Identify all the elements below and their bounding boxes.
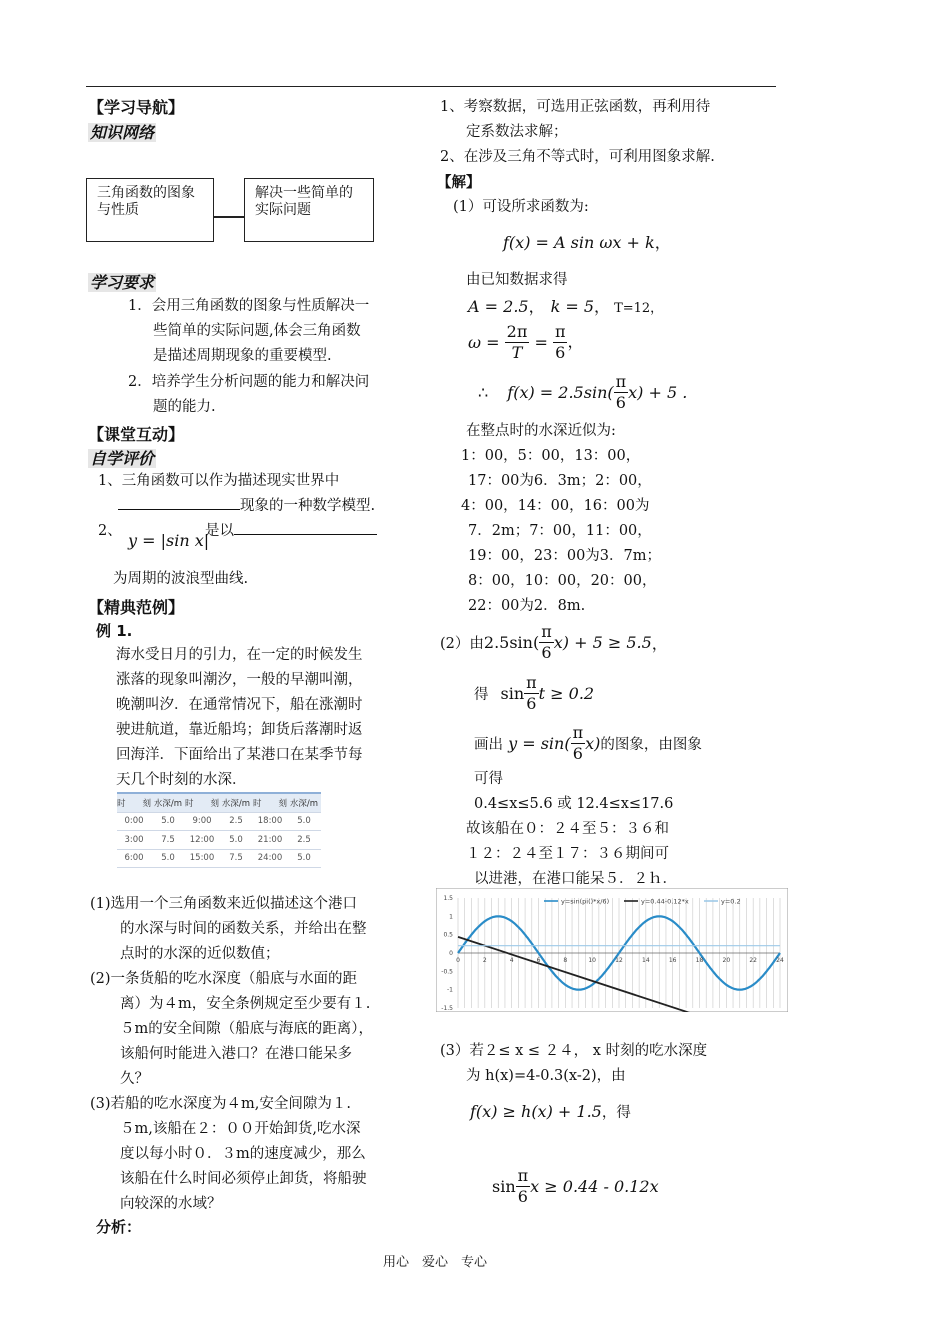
table-cell: 0:00 (117, 812, 151, 831)
x-tick-label: 2 (482, 957, 487, 964)
solution-label: 【解】 (437, 174, 481, 191)
requirements-heading: 学习要求 (90, 273, 155, 292)
known-data: 由已知数据求得 (466, 272, 568, 288)
y-tick-label: -1 (447, 986, 453, 994)
p2-line3: ５m的安全间隙（船底与海底的距离）， (120, 1021, 373, 1037)
p2-line1: (2)一条货船的吃水深度（船底与水面的距 (90, 971, 358, 987)
ex-line6: 天几个时刻的水深． (116, 772, 247, 788)
s3-line2: 为 h(x)=4-0.3(x-2)，由 (466, 1068, 626, 1084)
q2-prefix: 2、 (98, 523, 122, 539)
depth-line3: 4：00，14：00，16：00为 (461, 498, 650, 514)
can-get: 可得 (474, 771, 503, 787)
legend-label: y=0.2 (721, 897, 741, 906)
req1-line3: 是描述周期现象的重要模型. (153, 348, 332, 364)
table-cell: 5.0 (287, 849, 321, 868)
final-ineq: sin $\frac{\pi}{6}$ x ≥ 0.44 - 0.12x (492, 1166, 659, 1206)
table-cell: 7.5 (219, 849, 253, 868)
ex-line1: 海水受日月的引力，在一定的时候发生 (116, 647, 363, 663)
table-cell: 2.5 (287, 831, 321, 850)
table-header-cell: 时 刻 (185, 794, 219, 812)
s2-ineq: 得 sin $\frac{\pi}{6}$ t ≥ 0.2 (474, 673, 595, 713)
table-cell: 5.0 (219, 831, 253, 850)
q2-line2: 为周期的波浪型曲线. (113, 571, 249, 587)
p3-line4: 该船在什么时间必须停止卸货，将船驶 (120, 1171, 367, 1187)
p3-line3: 度以每小时０．３m的速度减少，那么 (120, 1146, 366, 1162)
concept-box-right: 解决一些简单的实际问题 (244, 178, 374, 242)
x-tick-label: 22 (749, 957, 757, 964)
q2-suffix: 是以 (205, 519, 377, 544)
p3-line2: ５m,该船在２：００开始卸货,吃水深 (120, 1121, 361, 1137)
req1-line2: 些简单的实际问题,体会三角函数 (153, 323, 361, 339)
y-tick-label: -1.5 (441, 1005, 453, 1012)
example1-label: 例 1. (96, 622, 133, 640)
nav-heading: 【学习导航】 (88, 98, 185, 117)
table-header-cell: 时 刻 (253, 794, 287, 812)
p1-line1: (1)选用一个三角函数来近似描述这个港口 (90, 896, 358, 912)
q1-line1: 1、三角函数可以作为描述现实世界中 (98, 473, 340, 489)
integer-depth-label: 在整点时的水深近似为: (466, 423, 616, 439)
concept-box-left: 三角函数的图象与性质 (86, 178, 214, 242)
x-tick-label: 0 (456, 957, 460, 964)
footer: 用心 爱心 专心 (383, 1255, 488, 1270)
table-cell: 5.0 (151, 849, 185, 868)
table-row (117, 831, 321, 850)
classroom-heading: 【课堂互动】 (88, 425, 185, 444)
sine-chart (436, 888, 788, 1012)
req2-line2: 题的能力. (153, 399, 216, 415)
table-cell: 9:00 (185, 812, 219, 831)
f1-formula: f(x) = A sin ωx + k， (503, 233, 671, 252)
p3-line1: (3)若船的吃水深度为４m,安全间隙为１. (90, 1096, 352, 1112)
s1-label: (1）可设所求函数为: (453, 199, 589, 215)
s3-line1: (3）若２≤ x ≤ ２４， x 时刻的吃水深度 (440, 1043, 708, 1059)
x-tick-label: 10 (588, 957, 596, 964)
ex-line2: 涨落的现象叫潮汐，一般的早潮叫潮， (116, 672, 363, 688)
s2-draw: 画出 y = sin( $\frac{\pi}{6}$ x)的图象，由图象 (474, 723, 702, 763)
table-cell: 6:00 (117, 849, 151, 868)
ex-line5: 回海洋．下面给出了某港口在某季节每 (116, 747, 363, 763)
table-cell: 21:00 (253, 831, 287, 850)
y-tick-label: 1.5 (443, 895, 453, 902)
knowledge-network-heading: 知识网络 (90, 123, 155, 142)
depth-line7: 22：00为2．8m. (468, 598, 586, 614)
table-row (117, 849, 321, 868)
y-tick-label: 0.5 (443, 931, 453, 939)
x-tick-label: 14 (642, 957, 650, 964)
table-cell: 15:00 (185, 849, 219, 868)
table-cell: 5.0 (287, 812, 321, 831)
x-tick-label: 16 (668, 957, 677, 964)
a1-line2: 定系数法求解； (466, 124, 568, 140)
omega-formula: ω = $\frac{2\pi}{T}$ = $\frac{\pi}{6}$ ， (468, 322, 584, 362)
table-cell: 2.5 (219, 812, 253, 831)
table-header-row (117, 794, 321, 812)
p1-line2: 的水深与时间的函数关系，并给出在整 (120, 921, 367, 937)
params: A = 2.5， k = 5， T=12， (468, 297, 664, 316)
x-tick-label: 6 (536, 957, 541, 964)
q1-line2: 现象的一种数学模型. (118, 494, 375, 519)
table-header-cell: 水深/m (151, 794, 185, 812)
y-tick-label: -0.5 (441, 968, 453, 976)
depth-line6: 8：00，10：00，20：00， (468, 573, 657, 589)
range-result: 0.4≤x≤5.6 或 12.4≤x≤17.6 (474, 796, 674, 812)
depth-line1: 1：00，5：00，13：00， (461, 448, 641, 464)
depth-line4: 7．2m；7：00，11：00， (468, 523, 652, 539)
depth-table (117, 792, 321, 868)
conclusion-line2: １２：２４至１７：３６期间可 (466, 846, 669, 862)
self-eval-heading: 自学评价 (90, 449, 155, 468)
table-row (117, 812, 321, 831)
table-cell: 7.5 (151, 831, 185, 850)
table-cell: 12:00 (185, 831, 219, 850)
p1-line3: 点时的水深的近似数值； (120, 946, 280, 962)
x-tick-label: 24 (776, 957, 784, 964)
p3-line5: 向较深的水域？ (120, 1196, 222, 1212)
conclusion-line3: 以进港，在港口能呆５．２ｈ． (474, 871, 677, 887)
q2-blank[interactable] (234, 519, 377, 535)
y-tick-label: 0 (449, 950, 453, 957)
top-rule (86, 86, 776, 87)
req2-line1: 2．培养学生分析问题的能力和解决问 (128, 374, 370, 390)
p2-line2: 离）为４m，安全条例规定至少要有１. (120, 996, 371, 1012)
concept-connector (214, 216, 244, 218)
legend-label: y=0.44-0.12*x (641, 897, 689, 906)
p2-line4: 该船何时能进入港口？在港口能呆多 (120, 1046, 352, 1062)
x-tick-label: 20 (722, 957, 731, 964)
x-tick-label: 4 (509, 957, 514, 964)
s3-formula: f(x) ≥ h(x) + 1.5，得 (470, 1102, 631, 1121)
p2-line5: 久？ (120, 1071, 149, 1087)
legend-label: y=sin(pi()*x/6) (561, 897, 610, 906)
ex-line3: 晚潮叫汐．在通常情况下，船在涨潮时 (116, 697, 363, 713)
req1-line1: 1．会用三角函数的图象与性质解决一 (128, 298, 370, 314)
table-cell: 18:00 (253, 812, 287, 831)
x-tick-label: 8 (563, 957, 568, 964)
y-tick-label: 1 (449, 913, 453, 921)
examples-heading: 【精典范例】 (88, 598, 185, 617)
q2-formula: y = |sin x| (128, 531, 210, 550)
f2-formula: ∴ f(x) = 2.5sin( $\frac{\pi}{6}$ x) + 5 . (478, 372, 688, 412)
table-cell: 24:00 (253, 849, 287, 868)
table-header-cell: 水深/m (287, 794, 321, 812)
s2-formula: (2）由2.5sin( $\frac{\pi}{6}$ x) + 5 ≥ 5.5， (440, 622, 668, 662)
x-tick-label: 12 (615, 957, 623, 964)
table-cell: 5.0 (151, 812, 185, 831)
depth-line2: 17：00为6．3m；2：00， (468, 473, 652, 489)
table-header-cell: 水深/m (219, 794, 253, 812)
analysis-label: 分析： (96, 1218, 142, 1236)
ex-line4: 驶进航道，靠近船坞；卸货后落潮时返 (116, 722, 363, 738)
x-tick-label: 18 (695, 957, 704, 964)
table-cell: 3:00 (117, 831, 151, 850)
depth-line5: 19：00，23：00为3．7m； (468, 548, 662, 564)
a1-line1: 1、考察数据，可选用正弦函数，再利用待 (440, 99, 711, 115)
conclusion-line1: 故该船在０：２４至５：３６和 (466, 821, 669, 837)
table-header-cell: 时 刻 (117, 794, 151, 812)
a2-line1: 2、在涉及三角不等式时，可利用图象求解. (440, 149, 715, 165)
q1-blank[interactable] (118, 494, 240, 510)
